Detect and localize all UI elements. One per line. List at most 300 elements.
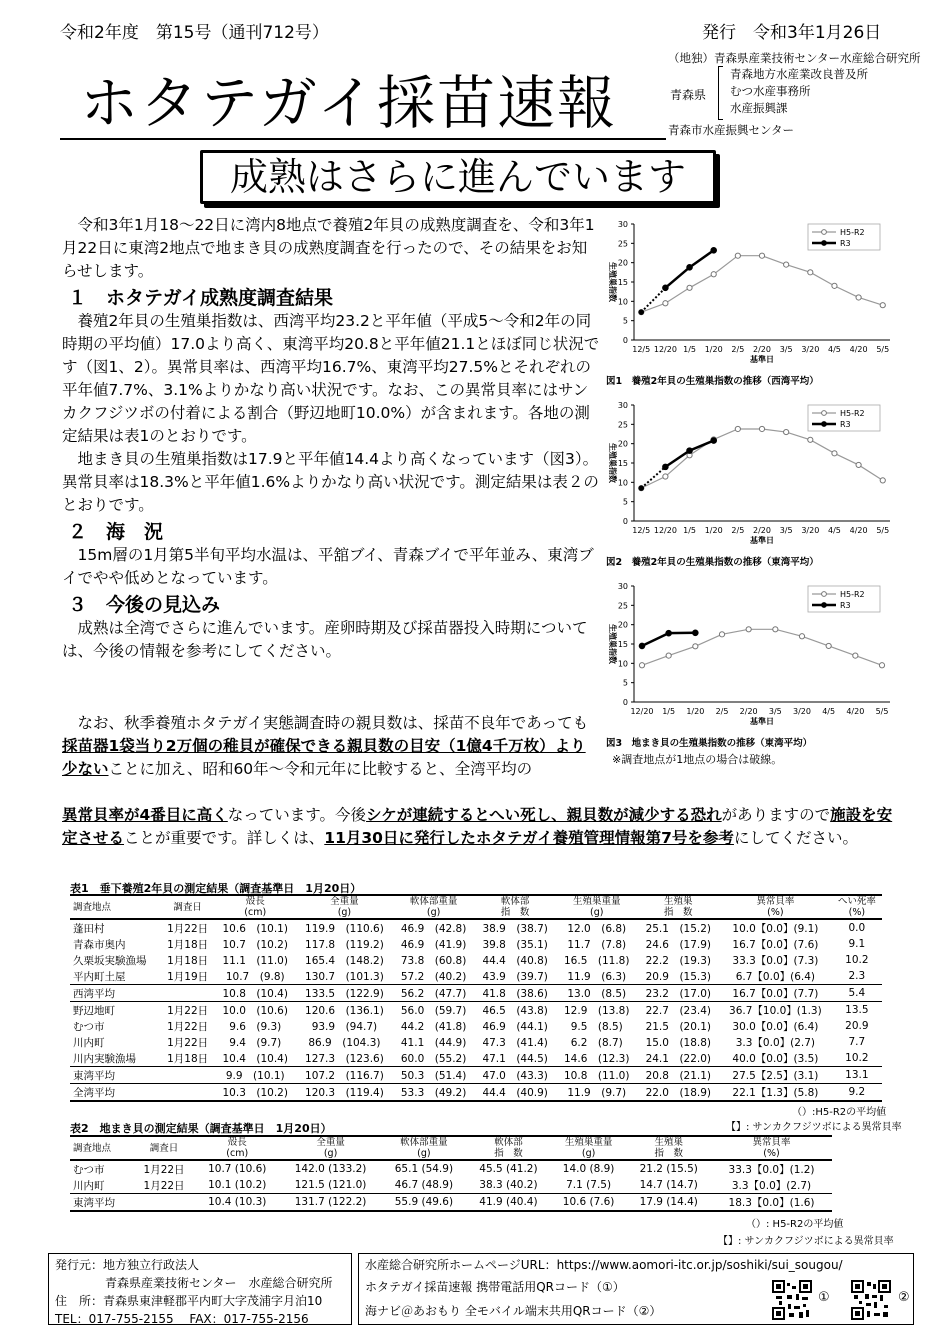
table-cell: 41.8 (38.6) xyxy=(482,987,548,1000)
y-tick-label: 5 xyxy=(622,678,628,688)
table1-header-row xyxy=(70,895,882,919)
table-cell: 33.3【0.0】(7.3) xyxy=(732,954,819,967)
table-cell: 青森市奥内 xyxy=(73,938,126,951)
x-tick-label: 1/20 xyxy=(686,707,705,716)
series-point-R3 xyxy=(687,265,693,271)
table-cell: 43.9 (39.7) xyxy=(482,970,548,983)
series-dotted-line xyxy=(641,467,665,488)
p2-text-d: がありますので xyxy=(721,806,831,824)
table-cell: 46.9 (41.9) xyxy=(400,938,467,951)
legend-label: H5-R2 xyxy=(840,228,865,237)
table-cell: 1月22日 xyxy=(167,922,209,935)
table-cell: 東湾平均 xyxy=(73,1069,115,1082)
y-tick-label: 0 xyxy=(622,698,628,707)
table2-note1: （）: H5-R2の平均値 xyxy=(746,1219,844,1230)
table-cell: 33.3【0.0】(1.2) xyxy=(728,1163,815,1176)
table-cell: 10.1 (10.2) xyxy=(208,1179,267,1191)
table-cell: 久栗坂実験漁場 xyxy=(73,954,147,967)
table-cell: 27.5【2.5】(3.1) xyxy=(732,1069,819,1082)
x-tick-label: 2/5 xyxy=(731,345,745,354)
x-tick-label: 1/5 xyxy=(683,345,696,354)
table-cell: 10.2 xyxy=(845,954,869,966)
series-line-H5-R2 xyxy=(642,629,882,665)
x-tick-label: 4/5 xyxy=(822,707,836,716)
p2-text-e: ことが重要です。詳しくは、 xyxy=(124,829,325,847)
table-cell: 10.4 (10.4) xyxy=(222,1052,288,1065)
table-cell: 16.7【0.0】(7.7) xyxy=(732,987,819,1000)
series-point-R3 xyxy=(666,630,672,636)
table-header-cell: 軟体部 指 数 xyxy=(500,896,530,918)
x-tick-label: 2/5 xyxy=(715,707,729,716)
table-row xyxy=(70,1160,832,1177)
table-cell: 30.0【0.0】(6.4) xyxy=(732,1020,819,1033)
table-cell: 11.9 (9.7) xyxy=(567,1086,627,1099)
publisher-line2: 青森県産業技術センター 水産総合研究所 xyxy=(105,1276,333,1290)
x-tick-label: 4/5 xyxy=(828,345,841,354)
y-axis-label: 生殖巣指数 xyxy=(608,624,617,664)
table-cell: 130.7 (101.3) xyxy=(305,970,384,983)
org-main: （地独）青森県産業技術センター水産総合研究所 xyxy=(668,51,921,65)
table-cell: 7.7 xyxy=(848,1036,866,1048)
y-tick-label: 20 xyxy=(617,620,628,630)
series-point-R3 xyxy=(711,438,717,444)
issue-date: 発行 令和3年1月26日 xyxy=(702,23,882,43)
series-point-H5-R2 xyxy=(879,663,884,668)
table-cell: 46.9 (44.1) xyxy=(482,1020,548,1033)
table-cell: 7.1 (7.5) xyxy=(566,1179,612,1191)
series-point-H5-R2 xyxy=(832,451,837,456)
p2-emph-3: シケが連続するとへい死し、親貝数が減少する恐れ xyxy=(366,806,722,824)
series-point-H5-R2 xyxy=(880,303,885,308)
table-cell: 9.2 xyxy=(848,1086,866,1098)
section2-paragraph: 15m層の1月第5半旬平均水温は、平舘ブイ、青森ブイで平年並み、東湾ブイでやや低めとなっています。 xyxy=(62,546,594,587)
legend-marker xyxy=(822,241,827,246)
x-tick-label: 12/20 xyxy=(653,345,677,354)
legend-marker xyxy=(822,411,827,416)
table-cell: 1月18日 xyxy=(167,954,209,967)
y-tick-label: 0 xyxy=(622,336,628,345)
table1 xyxy=(70,894,882,1102)
table-cell: 10.4 (10.3) xyxy=(208,1196,267,1208)
x-tick-label: 1/5 xyxy=(662,707,676,716)
table-cell: 41.1 (44.9) xyxy=(400,1036,467,1049)
chart-fig2 xyxy=(600,393,900,573)
table-cell: 73.8 (60.8) xyxy=(400,954,467,967)
table-cell: 東湾平均 xyxy=(73,1196,115,1209)
series-point-H5-R2 xyxy=(808,437,813,442)
y-tick-label: 15 xyxy=(617,278,628,287)
table-cell: 11.7 (7.8) xyxy=(567,938,627,951)
table-header-cell: 調査日 xyxy=(173,901,202,913)
table-cell: 22.2 (19.3) xyxy=(645,954,712,967)
x-tick-label: 3/5 xyxy=(779,526,793,535)
series-point-H5-R2 xyxy=(880,478,885,483)
series-line-H5-R2 xyxy=(641,256,883,312)
table-header-cell: 生殖巣重量 (g) xyxy=(572,896,621,918)
series-dotted-line xyxy=(641,288,665,312)
series-point-H5-R2 xyxy=(746,627,751,632)
table-cell: 56.0 (59.7) xyxy=(400,1004,467,1017)
series-start-point xyxy=(638,485,644,491)
x-tick-label: 5/5 xyxy=(875,707,889,716)
table-cell: 165.4 (148.2) xyxy=(305,954,384,967)
org-bracket xyxy=(718,66,723,120)
table-cell: 0.0 xyxy=(848,922,866,934)
table-cell: 6.2 (8.7) xyxy=(570,1036,623,1049)
y-axis-label: 生殖巣指数 xyxy=(608,443,617,483)
qr2-label: 海ナビ＠あおもり 全モバイル端末共用QRコード（②） xyxy=(365,1304,662,1318)
table-cell: 5.4 xyxy=(848,987,866,999)
section3-heading: ３ 今後の見込み xyxy=(68,594,221,616)
table-header-cell: へい死率 (%) xyxy=(837,896,876,918)
qr-code-2-icon[interactable] xyxy=(851,1280,891,1320)
qr-code-1-icon[interactable] xyxy=(772,1280,812,1320)
table-cell: 13.0 (8.5) xyxy=(567,987,627,1000)
table-cell: むつ市 xyxy=(73,1020,105,1033)
y-tick-label: 25 xyxy=(617,420,628,430)
chart-note: ※調査地点が1地点の場合は破線。 xyxy=(612,753,783,766)
table-row xyxy=(70,1002,882,1019)
legend-label: R3 xyxy=(840,601,851,610)
section3-paragraph2-end xyxy=(62,804,902,850)
table1-note2: 【】: サンカクフジツボによる異常貝率 xyxy=(726,1122,902,1133)
homepage-url[interactable]: 水産総合研究所ホームページURL：https://www.aomori-itc.or.jp/soshiki/sui_sougou/ xyxy=(365,1258,843,1272)
series-point-H5-R2 xyxy=(663,301,668,306)
table-cell: 40.0【0.0】(3.5) xyxy=(732,1052,819,1065)
legend-label: R3 xyxy=(840,420,851,429)
x-axis-label: 基準日 xyxy=(750,717,774,726)
section2-heading: ２ 海 況 xyxy=(68,521,164,543)
series-point-H5-R2 xyxy=(784,429,789,434)
table-cell: 86.9 (104.3) xyxy=(308,1036,381,1049)
table-cell: 20.9 xyxy=(845,1020,869,1032)
table-row xyxy=(70,1084,882,1102)
y-tick-label: 25 xyxy=(617,601,628,611)
x-tick-label: 12/5 xyxy=(632,345,651,354)
table-cell xyxy=(133,1194,195,1212)
legend-label: H5-R2 xyxy=(840,590,865,599)
table-row xyxy=(70,968,882,985)
y-tick-label: 10 xyxy=(617,478,628,488)
table-cell: 10.7 (10.2) xyxy=(222,938,288,951)
qr1-label: ホタテガイ採苗速報 携帯電話用QRコード（①） xyxy=(365,1280,625,1294)
y-tick-label: 30 xyxy=(617,220,628,229)
qr-mark-1: ① xyxy=(818,1290,830,1305)
chart-fig3 xyxy=(600,574,900,754)
table-cell: 25.1 (15.2) xyxy=(645,922,712,935)
y-tick-label: 30 xyxy=(617,582,628,591)
table-cell: 60.0 (55.2) xyxy=(400,1052,467,1065)
table-cell: 9.1 xyxy=(848,938,866,950)
table-cell: 50.3 (51.4) xyxy=(400,1069,467,1082)
section1-heading: １ ホタテガイ成熟度調査結果 xyxy=(68,287,334,309)
chart-caption: 図2 養殖2年貝の生殖巣指数の推移（東湾平均） xyxy=(606,557,819,568)
series-point-H5-R2 xyxy=(799,634,804,639)
legend-marker xyxy=(822,230,827,235)
y-tick-label: 10 xyxy=(617,659,628,669)
org-city: 青森市水産振興センター xyxy=(668,123,795,137)
x-tick-label: 1/20 xyxy=(704,345,723,354)
table-header-cell: 異常貝率 (%) xyxy=(752,1137,791,1159)
table-cell: 11.1 (11.0) xyxy=(222,954,288,967)
y-tick-label: 25 xyxy=(617,239,628,249)
section3-paragraph2-start xyxy=(62,712,600,781)
table-cell: 13.5 xyxy=(845,1004,869,1016)
table-cell: 16.5 (11.8) xyxy=(564,954,630,967)
table2 xyxy=(70,1135,832,1212)
x-tick-label: 3/20 xyxy=(793,707,811,716)
intro-paragraph: 令和3年1月18～22日に湾内8地点で養殖2年貝の成熟度調査を、令和3年1月22日に東湾2地点で地まき貝の成熟度調査を行ったので、その結果をお知らせします。 xyxy=(62,216,595,280)
table-cell: 10.6 (7.6) xyxy=(562,1196,615,1208)
x-tick-label: 5/5 xyxy=(876,345,890,354)
table-cell: 1月19日 xyxy=(167,970,209,983)
table-cell: 野辺地町 xyxy=(73,1004,115,1017)
qr-mark-2: ② xyxy=(898,1290,910,1305)
table1-caption: 表1 垂下養殖2年貝の測定結果（調査基準日 1月20日） xyxy=(70,882,362,895)
table-cell: 120.6 (136.1) xyxy=(305,1004,384,1017)
legend-label: H5-R2 xyxy=(840,409,865,418)
x-tick-label: 12/20 xyxy=(653,526,677,535)
y-axis-label: 生殖巣指数 xyxy=(608,262,617,302)
series-point-H5-R2 xyxy=(735,426,740,431)
table-cell: 1月22日 xyxy=(143,1179,185,1192)
table-cell: 21.2 (15.5) xyxy=(639,1163,698,1175)
p2-emph-4: 施設を安定させる xyxy=(62,806,893,847)
table-header-cell: 生殖巣重量 (g) xyxy=(564,1137,613,1159)
series-point-H5-R2 xyxy=(808,270,813,275)
table-cell: 3.3【0.0】(2.7) xyxy=(731,1179,812,1192)
table-cell: 20.8 (21.1) xyxy=(645,1069,712,1082)
table-cell: 46.9 (42.8) xyxy=(400,922,467,935)
series-point-H5-R2 xyxy=(663,474,668,479)
table-cell: 38.9 (38.7) xyxy=(482,922,548,935)
table-cell: 65.1 (54.9) xyxy=(394,1163,454,1175)
y-tick-label: 5 xyxy=(622,497,628,507)
table-row xyxy=(70,985,882,1002)
x-tick-label: 4/5 xyxy=(828,526,841,535)
table-cell: 20.9 (15.3) xyxy=(645,970,712,983)
table-cell: 10.0 (10.6) xyxy=(222,1004,288,1017)
table-cell: 46.7 (48.9) xyxy=(394,1179,454,1191)
table-row xyxy=(70,1194,832,1212)
series-point-H5-R2 xyxy=(711,272,716,277)
x-tick-label: 3/5 xyxy=(768,707,782,716)
table2-header-row xyxy=(70,1136,832,1160)
table-cell: 9.4 (9.7) xyxy=(229,1036,282,1049)
table-cell: 53.3 (49.2) xyxy=(400,1086,467,1099)
series-point-R3 xyxy=(687,448,693,454)
table-cell: 3.3【0.0】(2.7) xyxy=(735,1036,816,1049)
table-cell: 17.9 (14.4) xyxy=(639,1196,698,1208)
section1-paragraph2: 地まき貝の生殖巣指数は17.9と平年値14.4より高くなっています（図3）。異常貝率は18.3%と平年値1.6%よりかなり高い状況です。測定結果は表２のとおりです。 xyxy=(62,450,599,514)
series-point-H5-R2 xyxy=(687,285,692,290)
pref-label: 青森県 xyxy=(670,88,707,102)
table-cell: 44.2 (41.8) xyxy=(400,1020,467,1033)
page-title: ホタテガイ採苗速報 xyxy=(80,69,618,137)
table-cell: 38.3 (40.2) xyxy=(479,1179,538,1191)
table-cell: 36.7【10.0】(1.3) xyxy=(729,1004,822,1017)
y-tick-label: 15 xyxy=(617,459,628,468)
table-header-cell: 軟体部重量 (g) xyxy=(409,896,458,918)
table-cell: 15.0 (18.8) xyxy=(645,1036,712,1049)
p2-text-a: なお、秋季養殖ホタテガイ実態調査時の親貝数は、採苗不良年であっても xyxy=(77,714,589,732)
issue-number: 令和2年度 第15号（通刊712号） xyxy=(60,23,329,43)
series-point-R3 xyxy=(663,285,669,291)
table-cell: 55.9 (49.6) xyxy=(394,1196,454,1208)
table-header-cell: 軟体部 指 数 xyxy=(494,1137,523,1159)
table-cell: 1月22日 xyxy=(143,1163,185,1176)
x-tick-label: 3/20 xyxy=(801,526,820,535)
x-tick-label: 1/5 xyxy=(683,526,696,535)
series-point-H5-R2 xyxy=(735,253,740,258)
series-point-R3 xyxy=(693,630,699,636)
x-tick-label: 1/20 xyxy=(704,526,723,535)
series-point-H5-R2 xyxy=(693,644,698,649)
legend-marker xyxy=(822,422,827,427)
series-point-H5-R2 xyxy=(759,253,764,258)
y-tick-label: 20 xyxy=(617,258,628,268)
table-cell: 10.7 (10.6) xyxy=(208,1163,267,1175)
series-point-H5-R2 xyxy=(759,426,764,431)
series-point-H5-R2 xyxy=(856,295,861,300)
table-cell: 2.3 xyxy=(848,970,866,982)
series-point-H5-R2 xyxy=(773,627,778,632)
series-point-R3 xyxy=(711,247,717,253)
publisher-tel: TEL：017-755-2155 FAX：017-755-2156 xyxy=(55,1312,309,1326)
table-cell: 127.3 (123.6) xyxy=(305,1052,384,1065)
table-cell: むつ市 xyxy=(73,1163,105,1176)
table-cell: 川内実験漁場 xyxy=(73,1052,136,1065)
table-header-cell: 異常貝率 (%) xyxy=(756,896,795,918)
x-axis-label: 基準日 xyxy=(750,355,774,364)
table-cell: 16.7【0.0】(7.6) xyxy=(732,938,819,951)
table-cell: 14.7 (14.7) xyxy=(639,1179,698,1191)
table-cell: 47.1 (44.5) xyxy=(482,1052,548,1065)
table-cell: 10.3 (10.2) xyxy=(222,1086,288,1099)
table-row xyxy=(70,919,882,936)
table-cell: 44.4 (40.9) xyxy=(482,1086,548,1099)
p2-text-f: にしてください。 xyxy=(733,829,858,847)
table-row xyxy=(70,1050,882,1067)
table-cell: 22.0 (18.9) xyxy=(645,1086,712,1099)
table-cell: 142.0 (133.2) xyxy=(294,1163,367,1175)
series-point-R3 xyxy=(663,464,669,470)
table-cell: 21.5 (20.1) xyxy=(645,1020,712,1033)
series-point-H5-R2 xyxy=(832,283,837,288)
x-tick-label: 12/5 xyxy=(632,526,651,535)
footer-links xyxy=(358,1253,914,1325)
table-cell: 10.7 (9.8) xyxy=(225,970,285,983)
table-header-cell: 生殖巣 指 数 xyxy=(654,1137,683,1159)
org-item: 水産振興課 xyxy=(730,101,788,115)
p2-text-b: ことに加え、昭和60年～令和元年に比較すると、全湾平均の xyxy=(108,760,533,778)
table-cell: 107.2 (116.7) xyxy=(305,1069,384,1082)
table-cell: 44.4 (40.8) xyxy=(482,954,548,967)
table-cell: 14.6 (12.3) xyxy=(564,1052,630,1065)
series-point-H5-R2 xyxy=(856,462,861,467)
publisher-address: 住 所：青森県東津軽郡平内町大字茂浦字月泊10 xyxy=(55,1294,323,1308)
table-row xyxy=(70,1177,832,1194)
x-tick-label: 4/20 xyxy=(849,526,868,535)
table-cell: 西湾平均 xyxy=(73,987,115,1000)
table-cell: 121.5 (121.0) xyxy=(294,1179,367,1191)
y-tick-label: 0 xyxy=(622,517,628,526)
chart-fig1 xyxy=(600,212,900,392)
table-header-cell: 調査地点 xyxy=(73,901,112,913)
table-cell: 133.5 (122.9) xyxy=(305,987,384,1000)
table-cell: 13.1 xyxy=(845,1069,869,1081)
table-cell: 1月22日 xyxy=(167,1036,209,1049)
y-tick-label: 10 xyxy=(617,297,628,307)
table-cell: 22.7 (23.4) xyxy=(645,1004,712,1017)
table-cell xyxy=(161,1067,215,1084)
table-cell: 47.0 (43.3) xyxy=(482,1069,548,1082)
p2-text-c: なっています。今後 xyxy=(227,806,367,824)
table-cell: 1月18日 xyxy=(167,1052,209,1065)
table-cell: 10.8 (10.4) xyxy=(222,987,288,1000)
org-item: むつ水産事務所 xyxy=(730,84,811,98)
x-tick-label: 3/5 xyxy=(779,345,793,354)
series-point-H5-R2 xyxy=(853,653,858,658)
table-cell: 11.9 (6.3) xyxy=(567,970,627,983)
y-tick-label: 15 xyxy=(617,640,628,649)
chart-caption: 図3 地まき貝の生殖巣指数の推移（東湾平均） xyxy=(606,738,813,749)
table-cell: 全湾平均 xyxy=(73,1086,115,1099)
y-tick-label: 30 xyxy=(617,401,628,410)
x-tick-label: 4/20 xyxy=(849,345,868,354)
table-cell: 蓬田村 xyxy=(73,922,105,935)
table1-note1: （）:H5-R2の平均値 xyxy=(792,1107,887,1118)
x-tick-label: 12/20 xyxy=(630,707,654,716)
table-header-cell: 生殖巣 指 数 xyxy=(664,896,693,918)
table-cell: 93.9 (94.7) xyxy=(311,1020,378,1033)
chart-caption: 図1 養殖2年貝の生殖巣指数の推移（西湾平均） xyxy=(606,376,819,387)
series-point-H5-R2 xyxy=(826,643,831,648)
table-header-cell: 全重量 (g) xyxy=(316,1137,345,1159)
publisher-line1: 発行元：地方独立行政法人 xyxy=(55,1258,200,1272)
table-cell: 47.3 (41.4) xyxy=(482,1036,548,1049)
legend-label: R3 xyxy=(840,239,851,248)
table-header-cell: 全重量 (g) xyxy=(330,896,359,918)
table-cell: 24.1 (22.0) xyxy=(645,1052,712,1065)
x-tick-label: 5/5 xyxy=(876,526,890,535)
p2-emph-5: 11月30日に発行したホタテガイ養殖管理情報第7号を参考 xyxy=(324,829,734,847)
table-cell: 9.6 (9.3) xyxy=(229,1020,282,1033)
x-tick-label: 3/20 xyxy=(801,345,820,354)
x-axis-label: 基準日 xyxy=(750,536,774,545)
y-tick-label: 20 xyxy=(617,439,628,449)
table-cell: 39.8 (35.1) xyxy=(482,938,548,951)
series-point-H5-R2 xyxy=(639,663,644,668)
table-row xyxy=(70,936,882,952)
table-row xyxy=(70,952,882,968)
org-item: 青森地方水産業改良普及所 xyxy=(730,67,868,81)
table-cell: 12.0 (6.8) xyxy=(567,922,627,935)
table-row xyxy=(70,1067,882,1084)
table-cell: 46.5 (43.8) xyxy=(482,1004,548,1017)
table-cell: 56.2 (47.7) xyxy=(400,987,467,1000)
series-start-point xyxy=(638,309,644,315)
table-cell: 10.2 xyxy=(845,1052,869,1064)
org-list xyxy=(730,66,868,117)
table-cell: 12.9 (13.8) xyxy=(564,1004,630,1017)
table-cell: 41.9 (40.4) xyxy=(479,1196,538,1208)
table-cell: 平内町土屋 xyxy=(73,970,126,983)
table-cell: 9.5 (8.5) xyxy=(570,1020,623,1033)
table-cell: 10.0【0.0】(9.1) xyxy=(732,922,819,935)
table-header-cell: 調査地点 xyxy=(73,1142,112,1154)
table-cell: 10.8 (11.0) xyxy=(564,1069,630,1082)
